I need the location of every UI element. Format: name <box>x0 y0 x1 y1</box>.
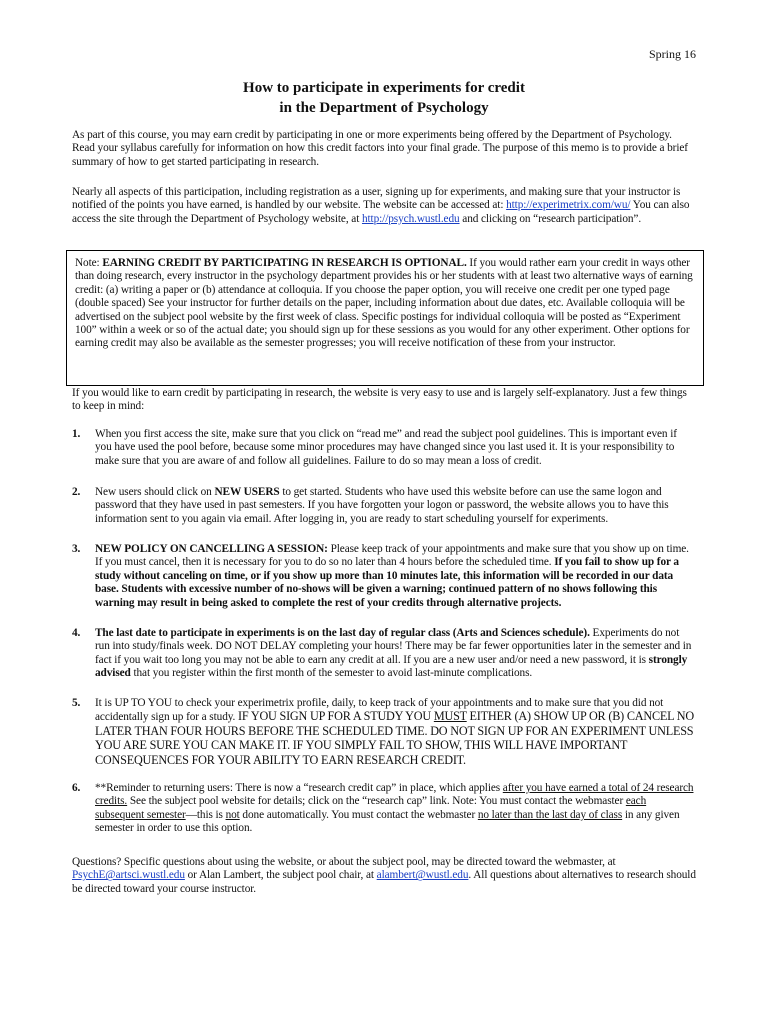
intro-p2-text-a: Nearly all aspects of this participation, including registration as a user, signing up for experiments, and making sure that your instructor is notified of the points you have earned, is handled by our website. The website can be accessed at: <box>72 186 681 212</box>
item4-text-a: Experiments do not run into study/finals week. DO NOT DELAY completing your hours! There may be far fewer opportunities later in the semester and in fact if you wait too long you may not be able to earn any credit at all. If you are a new user and/or need a new password, it is <box>95 627 692 666</box>
questions-text-c: . All questions about alternatives to research should be directed toward your course instructor. <box>72 869 696 895</box>
page-title <box>0 78 768 118</box>
list-item-text <box>95 782 696 836</box>
list-item-number: 2. <box>72 486 81 498</box>
item3-text-a: Please keep track of your appointments and make sure that you show up on time. If you must cancel, then it is necessary for you to do so no later than 4 hours before the scheduled time. <box>95 543 689 569</box>
item5-text-a: It is UP TO YOU to check your experimetrix profile, daily, to keep track of your appointments and to make sure that you did not accidentally sign up for a study. <box>95 697 664 724</box>
item5-caps-a: IF YOU SIGN UP FOR A STUDY YOU <box>238 709 434 724</box>
item5-must: MUST <box>433 709 467 724</box>
item4-strongly-advised: strongly advised <box>95 653 688 680</box>
item4-last-date: The last date to participate in experiments is on the last day of regular class (Arts and Sciences schedule). <box>95 627 590 639</box>
list-item-text <box>95 627 696 681</box>
list-item-number: 4. <box>72 627 81 639</box>
psych-website-link[interactable]: http://psych.wustl.edu <box>361 212 460 225</box>
item2-text-a: New users should click on <box>95 486 215 498</box>
intro-p2-text-c: and clicking on “research participation”. <box>459 212 642 225</box>
item2-text-b: to get started. Students who have used this website before can use the same logon and password that they have used in past semesters. If you have forgotten your logon or password, the website allows you to have this information sent to you again via email. After logging in, you are ready to start scheduling yourself for experiments. <box>95 486 669 525</box>
list-item-3 <box>72 543 696 610</box>
intro-paragraph-2 <box>72 186 696 226</box>
lead-in-paragraph: If you would like to earn credit by participating in research, the website is very easy to use and is largely self-explanatory. Just a few things to keep in mind: <box>72 387 687 413</box>
webmaster-email-link[interactable]: PsychE@artsci.wustl.edu <box>72 869 185 882</box>
note-text: If you would rather earn your credit in ways other than doing research, every instructor in the psychology department provides his or her students with at least two alternative ways of earning credit: (a) writing a paper or (b) attendance at colloquia. If you choose the paper option, you will receive one credit per one typed page (double spaced) See your instructor for further details on the paper, including information about due dates, etc. Available colloquia will be advertised on the subject pool website by the first week of class. Specific postings for individual colloquia will be posted as “Experiment 100” within a week or so of the actual date; you should sign up for these sessions as you would for any other experiment. Other options for earning credit may also be available as the semester progresses; you will receive notification of these from your instructor. <box>75 257 693 350</box>
item6-text-b: See the subject pool website for details; click on the “research cap” link. Note: You must contact the webmaster <box>127 795 626 808</box>
questions-text-a: Questions? Specific questions about using the website, or about the subject pool, may be directed toward the webmaster, at <box>72 856 616 868</box>
item6-not: not <box>225 808 240 821</box>
title-line-1: How to participate in experiments for credit <box>243 80 525 96</box>
list-item-number: 5. <box>72 697 81 709</box>
item4-text-b: that you register within the first month of the semester to avoid last-minute complications. <box>130 667 533 680</box>
list-item-2 <box>72 486 696 526</box>
item6-credit-cap: after you have earned a total of 24 research credits. <box>95 782 694 808</box>
item6-text-c: —this is <box>185 808 226 821</box>
optional-credit-note-box <box>66 250 704 386</box>
intro-p2-text-b: You can also access the site through the Department of Psychology website, at <box>72 199 690 225</box>
list-item-text <box>95 543 696 610</box>
item5-caps-b: EITHER (A) SHOW UP OR (B) CANCEL NO LATER THAN FOUR HOURS BEFORE THE SCHEDULED TIME. DO NOT SIGN UP FOR AN EXPERIMENT UNLESS YOU ARE SURE YOU CAN MAKE IT. IF YOU SIMPLY FAIL TO SHOW, THIS WILL HAVE IMPORTANT CONSEQUENCES FOR YOUR ABILITY TO EARN RESEARCH CREDIT. <box>95 709 694 767</box>
experimetrix-link[interactable]: http://experimetrix.com/wu/ <box>506 199 631 212</box>
list-item-number: 3. <box>72 543 81 555</box>
list-item-6 <box>72 782 696 836</box>
item6-each-semester: each subsequent semester <box>95 795 647 821</box>
item6-text-d: done automatically. You must contact the webmaster <box>239 808 478 821</box>
item6-deadline: no later than the last day of class <box>477 808 623 821</box>
item3-policy-heading: NEW POLICY ON CANCELLING A SESSION: <box>95 543 328 555</box>
questions-paragraph <box>72 856 696 896</box>
chair-email-link[interactable]: alambert@wustl.edu <box>376 869 469 882</box>
item6-text-e: in any given semester in order to use this option. <box>95 808 680 835</box>
list-item-number: 6. <box>72 782 81 794</box>
list-item-text <box>95 486 696 526</box>
list-item-4 <box>72 627 696 681</box>
title-line-2: in the Department of Psychology <box>279 100 489 116</box>
item3-warning: If you fail to show up for a study without canceling on time, or if you show up more than 10 minutes late, this information will be recorded in our data base. Students with excessive number of no-shows will be given a warning; continued pattern of no shows following this warning may result in being asked to complete the rest of your credits through alternative projects. <box>95 556 679 609</box>
note-bold-heading: EARNING CREDIT BY PARTICIPATING IN RESEARCH IS OPTIONAL. <box>102 257 467 269</box>
questions-text-b: or Alan Lambert, the subject pool chair, at <box>184 869 377 882</box>
list-item-text: When you first access the site, make sure that you click on “read me” and read the subject pool guidelines. This is important even if you have used the pool before, because some minor procedures may have changed since you last used it. It is your responsibility to make sure that you are aware of and follow all guidelines. Failure to do so may mean a loss of credit. <box>95 428 677 467</box>
semester-label: Spring 16 <box>648 47 696 61</box>
item6-text-a: **Reminder to returning users: There is now a “research credit cap” in place, which applies <box>95 782 503 794</box>
list-item-1 <box>72 428 696 468</box>
list-item-text <box>95 697 696 768</box>
item2-new-users: NEW USERS <box>214 486 280 498</box>
note-prefix: Note: <box>75 257 103 269</box>
list-item-number: 1. <box>72 428 81 440</box>
list-item-5 <box>72 697 696 768</box>
intro-paragraph-1: As part of this course, you may earn credit by participating in one or more experiments being offered by the Department of Psychology. Read your syllabus carefully for information on how this credit factors into your final grade. The purpose of this memo is to provide a brief summary of how to get started participating in research. <box>72 129 688 168</box>
